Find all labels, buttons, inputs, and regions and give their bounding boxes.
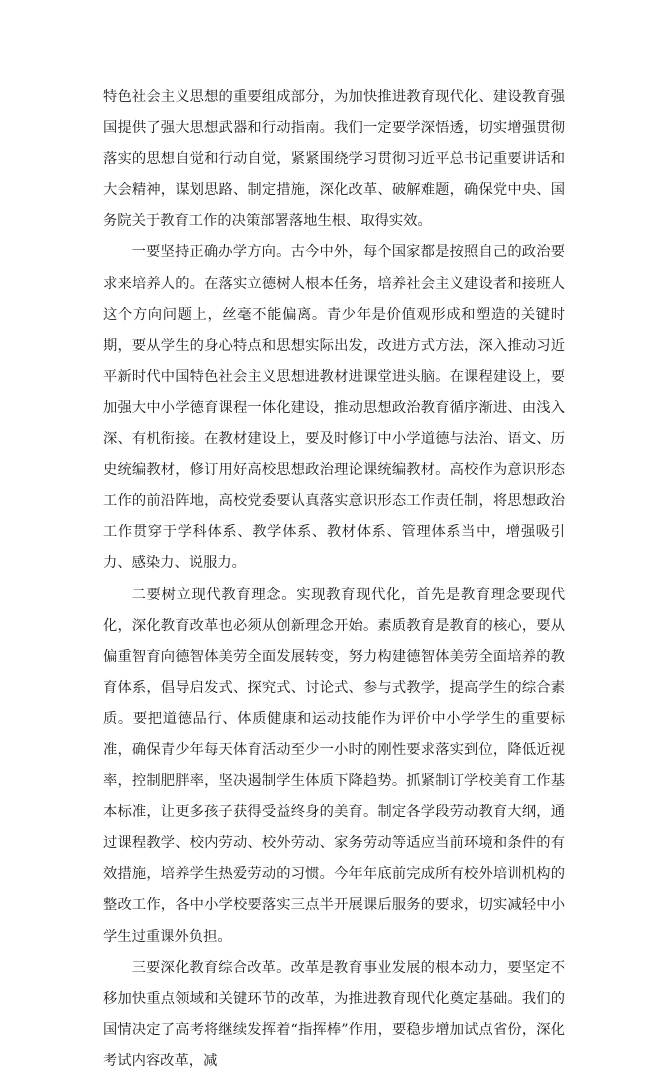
- paragraph-point-1: 一要坚持正确办学方向。古今中外，每个国家都是按照自己的政治要求来培养人的。在落实立德树人根本任务，培养社会主义建设者和接班人这个方向问题上，丝毫不能偏离。青少年是价值观形成和塑造的关键时期，要从学生的身心特点和思想实际出发，改进方式方法，深入推动习近平新时代中国特色社会主义思想进教材进课堂进头脑。在课程建设上，要加强大中小学德育课程一体化建设，推动思想政治教育循序渐进、由浅入深、有机衔接。在教材建设上，要及时修订中小学道德与法治、语文、历史统编教材，修订用好高校思想政治理论课统编教材。高校作为意识形态工作的前沿阵地，高校党委要认真落实意识形态工作责任制，将思想政治工作贯穿于学科体系、教学体系、教材体系、管理体系当中，增强吸引力、感染力、说服力。: [103, 244, 565, 572]
- paragraph-point-2: 二要树立现代教育理念。实现教育现代化，首先是教育理念要现代化，深化教育改革也必须从创新理念开始。素质教育是教育的核心，要从偏重智育向德智体美劳全面发展转变，努力构建德智体美劳全面培养的教育体系，倡导启发式、探究式、讨论式、参与式教学，提高学生的综合素质。要把道德品行、体质健康和运动技能作为评价中小学学生的重要标准，确保青少年每天体育活动至少一小时的刚性要求落实到位，降低近视率，控制肥胖率，坚决遏制学生体质下降趋势。抓紧制订学校美育工作基本标准，让更多孩子获得受益终身的美育。制定各学段劳动教育大纲，通过课程教学、校内劳动、校外劳动、家务劳动等适应当前环境和条件的有效措施，培养学生热爱劳动的习惯。今年年底前完成所有校外培训机构的整改工作，各中小学校要落实三点半开展课后服务的要求，切实减轻中小学生过重课外负担。: [103, 586, 565, 945]
- paragraph-point-3: 三要深化教育综合改革。改革是教育事业发展的根本动力，要坚定不移加快重点领域和关键环节的改革，为推进教育现代化奠定基础。我们的国情决定了高考将继续发挥着“指挥棒”作用，要稳步增加试点省份，深化考试内容改革，减: [103, 959, 565, 1069]
- paragraph-continuation: 特色社会主义思想的重要组成部分，为加快推进教育现代化、建设教育强国提供了强大思想武器和行动指南。我们一定要学深悟透，切实增强贯彻落实的思想自觉和行动自觉，紧紧围绕学习贯彻习近平总书记重要讲话和大会精神，谋划思路、制定措施，深化改革、破解难题，确保党中央、国务院关于教育工作的决策部署落地生根、取得实效。: [103, 89, 565, 230]
- document-body: [103, 82, 565, 1077]
